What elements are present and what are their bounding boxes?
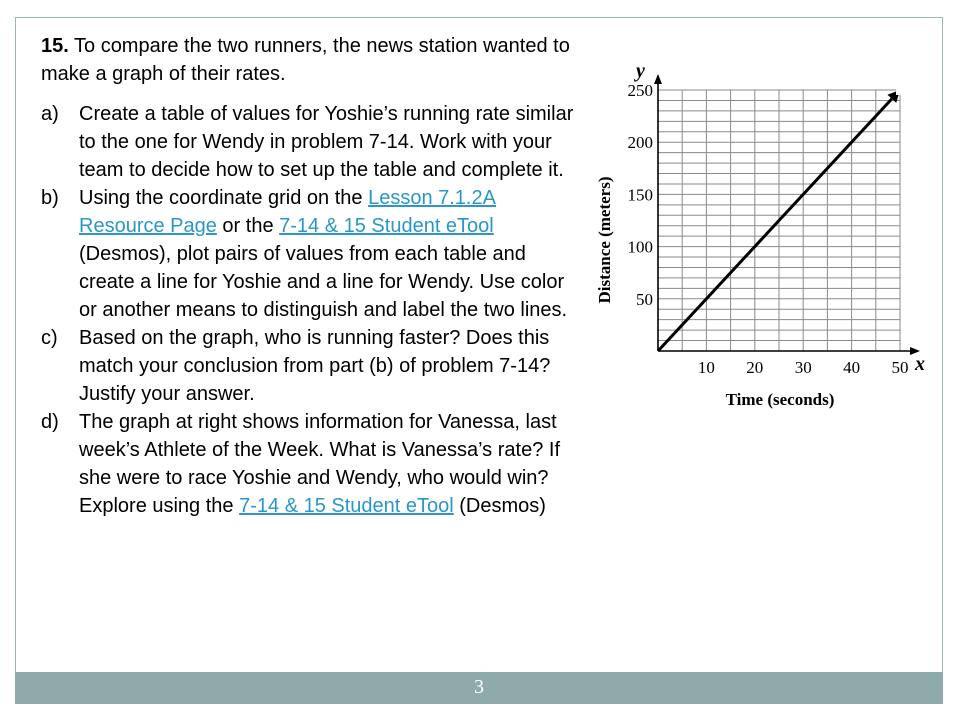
distance-time-graph	[590, 55, 960, 425]
part-b	[41, 184, 576, 324]
problem-intro	[41, 32, 576, 88]
y-axis-arrow	[654, 74, 662, 84]
y-tick-label: 100	[627, 237, 653, 257]
footer-bar	[15, 672, 943, 704]
part-c-letter: c)	[41, 327, 58, 349]
y-axis-label: Distance (meters)	[595, 176, 614, 304]
y-tick-label: 200	[627, 133, 653, 153]
student-etool-link-b[interactable]: 7-14 & 15 Student eTool	[279, 215, 494, 237]
part-d-text-2: (Desmos)	[453, 495, 546, 517]
y-tick-label: 50	[636, 289, 653, 309]
lesson-resource-page-link[interactable]: Lesson 7.1.2A Resource Page	[79, 187, 496, 237]
part-b-text-3: (Desmos), plot pairs of values from each table and create a line for Yoshie and a line for Wendy. Use color or another means to distinguish and label the two lines.	[79, 243, 568, 321]
x-tick-label: 10	[697, 358, 715, 377]
x-tick-label: 30	[794, 358, 812, 377]
part-b-text-2: or the	[216, 215, 280, 237]
problem-number: 15.	[41, 35, 69, 57]
page-number: 3	[474, 676, 484, 698]
part-d-letter: d)	[41, 411, 59, 433]
part-b-text-1: Using the coordinate grid on the	[79, 187, 369, 209]
part-a-letter: a)	[41, 103, 59, 125]
y-tick-label: 150	[627, 185, 653, 205]
part-c-text: Based on the graph, who is running faster? Does this match your conclusion from part (b) of problem 7-14? Justify your answer.	[79, 327, 551, 405]
x-axis-label: Time (seconds)	[725, 390, 835, 409]
x-axis-letter: x	[915, 353, 925, 375]
series-line	[658, 99, 892, 351]
part-c	[41, 324, 576, 408]
part-b-body	[79, 184, 576, 324]
intro-text: To compare the two runners, the news station wanted to make a graph of their rates.	[41, 35, 570, 85]
part-a-text: Create a table of values for Yoshie’s running rate similar to the one for Wendy in problem 7-14. Work with your team to decide how to set up the table and complete it.	[79, 103, 574, 181]
y-tick-label: 250	[627, 81, 653, 100]
x-tick-label: 40	[843, 358, 861, 377]
problem-text	[41, 32, 576, 520]
x-tick-label: 20	[746, 358, 764, 377]
y-axis-letter: y	[636, 60, 645, 82]
part-a	[41, 100, 576, 184]
part-d	[41, 408, 576, 520]
x-tick-label: 50	[891, 358, 909, 377]
student-etool-link-d[interactable]: 7-14 & 15 Student eTool	[239, 495, 454, 517]
part-d-text-1: The graph at right shows information for Vanessa, last week’s Athlete of the Week. What is Vanessa’s rate? If she were to race Yoshie and Wendy, who would win? Explore using the	[79, 411, 560, 517]
part-b-letter: b)	[41, 187, 59, 209]
part-d-body	[79, 408, 576, 520]
arrow-background	[896, 77, 920, 95]
